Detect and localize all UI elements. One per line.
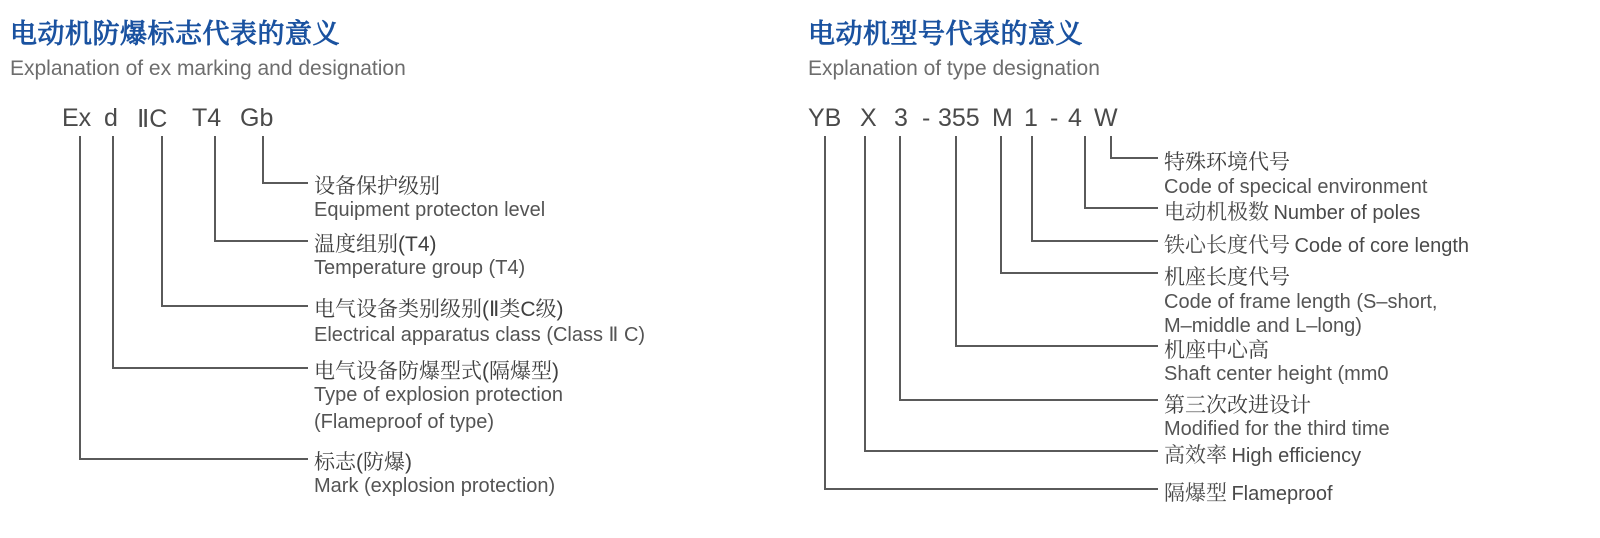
left-label-3-cn: 电气设备类别级别(Ⅱ类C级): [314, 298, 564, 321]
right-code-token-4: 4: [1068, 104, 1082, 132]
right-label-1-cn: 特殊环境代号: [1164, 151, 1290, 174]
leader-line-m-horizontal: [1000, 272, 1158, 274]
leader-line-d-horizontal: [112, 367, 308, 369]
left-label-2-cn: 温度组别(T4): [314, 233, 437, 256]
left-label-4-en: Type of explosion protection: [314, 384, 564, 406]
left-code-token-gb: Gb: [240, 104, 274, 132]
left-label-1-en: Equipment protecton level: [314, 199, 546, 221]
right-label-7-cn: 高效率: [1164, 444, 1227, 467]
leader-line-4-vertical: [1084, 136, 1086, 207]
right-label-8: [1164, 477, 1333, 507]
left-panel-subtitle: Explanation of ex marking and designation: [10, 57, 406, 80]
right-code-token-3: 3: [894, 104, 908, 132]
left-label-3-en: Electrical apparatus class (Class Ⅱ C): [314, 324, 646, 346]
leader-line-yb-vertical: [824, 136, 826, 488]
right-label-1-en: Code of specical environment: [1164, 176, 1428, 198]
right-label-6-cn: 第三次改进设计: [1164, 394, 1311, 417]
right-code-token-w: W: [1094, 104, 1118, 132]
leader-line-x-vertical: [864, 136, 866, 450]
leader-line-355-vertical: [955, 136, 957, 345]
leader-line-gb-horizontal: [262, 182, 308, 184]
left-code-token-d: d: [104, 104, 118, 132]
right-panel-subtitle: Explanation of type designation: [808, 57, 1100, 80]
left-panel-title: 电动机防爆标志代表的意义: [10, 19, 340, 49]
right-label-3-cn: 铁心长度代号: [1164, 234, 1290, 257]
left-code-token-t4: T4: [192, 104, 222, 132]
right-label-4-en2: M–middle and L–long): [1164, 315, 1362, 337]
leader-line-d-vertical: [112, 136, 114, 367]
right-label-2-cn: 电动机极数: [1164, 201, 1269, 224]
leader-line-ex-horizontal: [79, 458, 308, 460]
right-label-5-cn: 机座中心高: [1164, 339, 1269, 362]
leader-line-w-vertical: [1110, 136, 1112, 157]
leader-line-3-vertical: [899, 136, 901, 399]
right-panel-title: 电动机型号代表的意义: [808, 19, 1083, 49]
right-label-8-cn: 隔爆型: [1164, 482, 1227, 505]
leader-line-x-horizontal: [864, 450, 1158, 452]
right-diagram-panel: [800, 0, 1600, 538]
right-code-token-yb: YB: [808, 104, 842, 132]
right-code-token-x: X: [860, 104, 877, 132]
leader-line-yb-horizontal: [824, 488, 1158, 490]
left-label-4-cn: 电气设备防爆型式(隔爆型): [314, 360, 559, 383]
right-label-2-en: Number of poles: [1273, 202, 1421, 224]
right-code-token-1: 1: [1024, 104, 1038, 132]
leader-line-1-vertical: [1031, 136, 1033, 240]
right-code-token-355: 355: [938, 104, 980, 132]
leader-line-1-horizontal: [1031, 240, 1158, 242]
left-label-1-cn: 设备保护级别: [314, 175, 440, 198]
right-label-2: [1164, 196, 1420, 226]
leader-line-m-vertical: [1000, 136, 1002, 272]
leader-line-t4-horizontal: [214, 240, 308, 242]
leader-line-t4-vertical: [214, 136, 216, 240]
left-code-token-ex: Ex: [62, 104, 92, 132]
leader-line-4-horizontal: [1084, 207, 1158, 209]
right-label-3-en: Code of core length: [1294, 235, 1470, 257]
left-label-5-cn: 标志(防爆): [314, 451, 412, 474]
leader-line-gb-vertical: [262, 136, 264, 182]
right-label-6-en: Modified for the third time: [1164, 418, 1390, 440]
right-code-token-dash2: -: [1050, 104, 1059, 132]
right-label-3: [1164, 229, 1469, 259]
right-label-4-en: Code of frame length (S–short,: [1164, 291, 1438, 313]
left-label-2-en: Temperature group (T4): [314, 257, 526, 279]
right-code-token-dash1: -: [922, 104, 931, 132]
right-label-4-cn: 机座长度代号: [1164, 266, 1290, 289]
right-code-token-m: M: [992, 104, 1013, 132]
leader-line-355-horizontal: [955, 345, 1158, 347]
left-code-token-iic: ⅡC: [137, 105, 168, 133]
leader-line-iic-horizontal: [161, 305, 308, 307]
right-label-5-en: Shaft center height (mm0: [1164, 363, 1389, 385]
leader-line-ex-vertical: [79, 136, 81, 458]
right-label-7: [1164, 439, 1361, 469]
leader-line-3-horizontal: [899, 399, 1158, 401]
left-label-4-en2: (Flameproof of type): [314, 411, 495, 433]
right-label-8-en: Flameproof: [1231, 483, 1333, 505]
left-label-5-en: Mark (explosion protection): [314, 475, 556, 497]
leader-line-w-horizontal: [1110, 157, 1158, 159]
right-label-7-en: High efficiency: [1231, 445, 1362, 467]
leader-line-iic-vertical: [161, 136, 163, 305]
